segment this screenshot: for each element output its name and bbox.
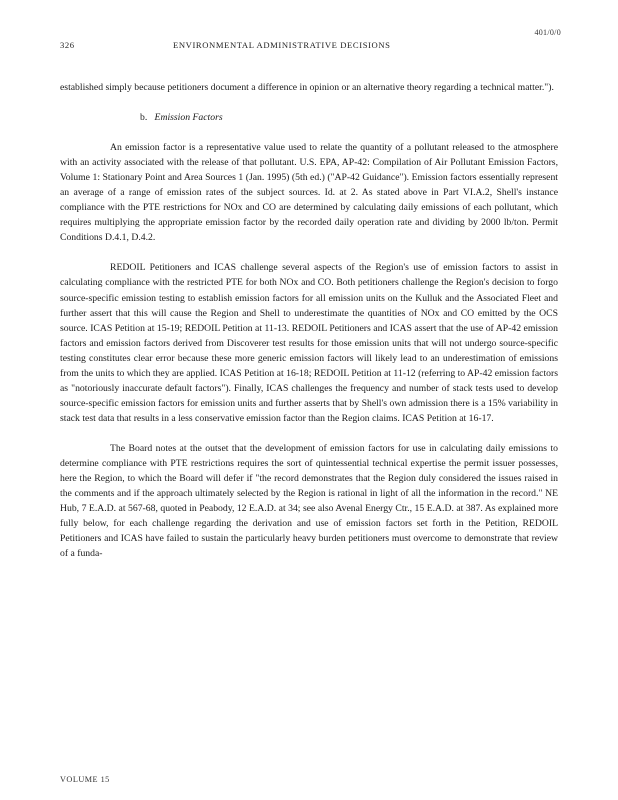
paragraph: The Board notes at the outset that the development of emission factors for use in calculating daily emissions to determine compliance with PTE restrictions requires the sort of quintessential technical expertise the permit issuer possesses, here the Region, to which the Board will defer if "the record demonstrates that the Region duly considered the issues raised in the comments and if the approach ultimately selected by the Region is rational in light of all the information in the record." NE Hub, 7 E.A.D. at 567-68, quoted in Peabody, 12 E.A.D. at 34; see also Avenal Energy Ctr., 15 E.A.D. at 387. As explained more fully below, for each challenge regarding the derivation and use of emission factors set forth in the Petition, REDOIL Petitioners and ICAS have failed to sustain the particularly heavy burden petitioners must overcome to demonstrate that review of a funda- bbox=[60, 442, 558, 560]
subheading-number: b. bbox=[140, 112, 148, 124]
volume-footer: VOLUME 15 bbox=[60, 775, 110, 784]
paragraph: An emission factor is a representative value used to relate the quantity of a pollutant released to the atmosphere with an activity associated with the release of that pollutant. U.S. EPA, AP-42: Compilation of Air Pollutant Emission Factors, Volume 1: Stationary Point and Area Sources 1 (Jan. 1995) (5th ed.) ("AP-42 Guidance"). Emission factors essentially represent an average of a range of emission rates of the subject sources. Id. at 2. As stated above in Part VI.A.2, Shell's instance compliance with the PTE restrictions for NOx and CO are determined by calculating daily emissions of each pollutant, which requires multiplying the appropriate emission factor by the recorded daily operation rate and dividing by 2000 lb/ton. Permit Conditions D.4.1, D.4.2. bbox=[60, 142, 558, 244]
paragraph: REDOIL Petitioners and ICAS challenge several aspects of the Region's use of emission factors to assist in calculating compliance with the restricted PTE for both NOx and CO. Both petitioners challenge the Region's decision to forgo source-specific emission testing to establish emission factors for all emission units on the Kulluk and the Associated Fleet and further assert that this will cause the Region and Shell to underestimate the quantities of NOx and CO emitted by the OCS source. ICAS Petition at 15-19; REDOIL Petition at 11-13. REDOIL Petitioners and ICAS assert that the use of AP-42 emission factors and emission factors derived from Discoverer test results for those emission units that will not undergo source-specific testing constitutes clear error because these more generic emission factors will likely lead to an underestimation of emissions from the units to which they are applied. ICAS Petition at 16-18; REDOIL Petition at 11-12 (referring to AP-42 emission factors as "notoriously inaccurate default factors"). Finally, ICAS challenges the frequency and number of stack tests used to develop source-specific emission factors for emission units and further asserts that by Shell's own admission there is a 15% variability in stack test data that results in a less conservative emission factor than the Region claims. ICAS Petition at 16-17. bbox=[60, 262, 558, 424]
continuation-paragraph: established simply because petitioners document a difference in opinion or an alternative theory regarding a technical matter."). bbox=[60, 82, 554, 93]
document-identifier: 401/0/0 bbox=[534, 28, 561, 37]
subheading-title: Emission Factors bbox=[154, 112, 223, 124]
subheading bbox=[60, 110, 558, 125]
page-body bbox=[60, 80, 558, 561]
page-number: 326 bbox=[60, 40, 75, 50]
running-title: ENVIRONMENTAL ADMINISTRATIVE DECISIONS bbox=[173, 40, 391, 50]
